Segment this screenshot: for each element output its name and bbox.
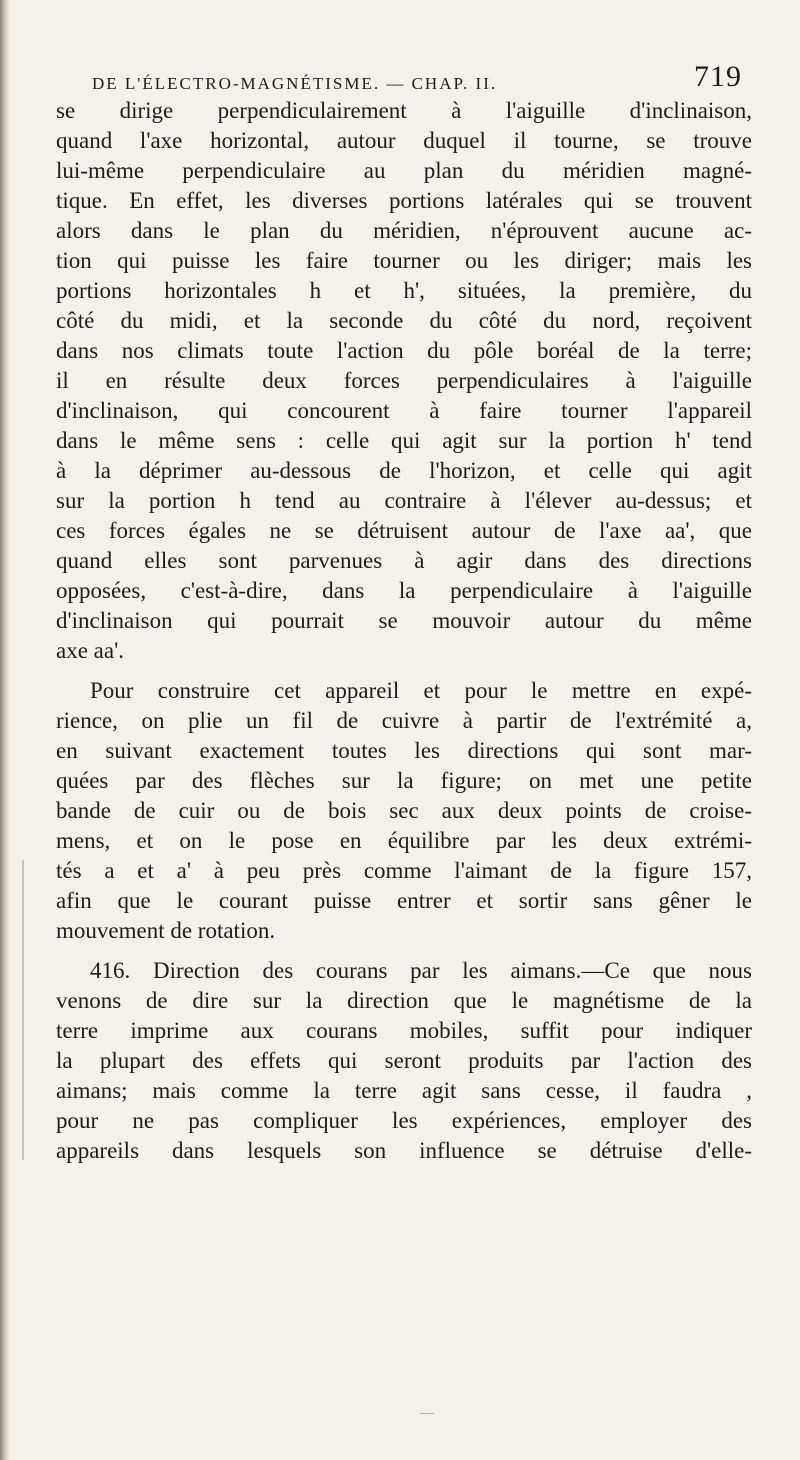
text-line: il en résulte deux forces perpendiculaires à l'aiguille: [56, 368, 752, 393]
text-line: afin que le courant puisse entrer et sortir sans gêner le: [56, 888, 752, 913]
paragraph-gap: [56, 946, 752, 956]
text-line: dans le même sens : celle qui agit sur la portion h' tend: [56, 428, 752, 453]
text-line: aimans; mais comme la terre agit sans cesse, il faudra ,: [56, 1078, 752, 1103]
text-line: appareils dans lesquels son influence se détruise d'elle-: [56, 1138, 752, 1163]
text-line: opposées, c'est-à-dire, dans la perpendiculaire à l'aiguille: [56, 578, 752, 603]
text-line: tion qui puisse les faire tourner ou les diriger; mais les: [56, 248, 752, 273]
section-heading-line: 416. Direction des courans par les aimans.—Ce que nous: [90, 958, 752, 983]
text-line: mens, et on le pose en équilibre par les deux extrémi-: [56, 828, 752, 853]
paragraph-gap: [56, 666, 752, 676]
text-line: quand elles sont parvenues à agir dans des directions: [56, 548, 752, 573]
text-line: tés a et a' à peu près comme l'aimant de la figure 157,: [56, 858, 752, 883]
text-line: se dirige perpendiculairement à l'aiguille d'inclinaison,: [56, 98, 752, 123]
text-line: portions horizontales h et h', situées, la première, du: [56, 278, 752, 303]
text-line: venons de dire sur la direction que le magnétisme de la: [56, 988, 752, 1013]
margin-rule-mark: [20, 860, 26, 1160]
text-line: à la déprimer au-dessous de l'horizon, et celle qui agit: [56, 458, 752, 483]
text-line: lui-même perpendiculaire au plan du méridien magné-: [56, 158, 752, 183]
text-line: mouvement de rotation.: [56, 918, 276, 943]
running-title: DE L'ÉLECTRO-MAGNÉTISME. — CHAP. II.: [92, 74, 498, 93]
text-line: sur la portion h tend au contraire à l'élever au-dessus; et: [56, 488, 752, 513]
text-line: quées par des flèches sur la figure; on met une petite: [56, 768, 752, 793]
text-line: ces forces égales ne se détruisent autour de l'axe aa', que: [56, 518, 752, 543]
text-line: rience, on plie un fil de cuivre à partir de l'extrémité a,: [56, 708, 752, 733]
text-line: Pour construire cet appareil et pour le mettre en expé-: [90, 678, 752, 703]
text-line: tique. En effet, les diverses portions latérales qui se trouvent: [56, 188, 752, 213]
text-line: pour ne pas compliquer les expériences, employer des: [56, 1108, 752, 1133]
text-line: d'inclinaison, qui concourent à faire tourner l'appareil: [56, 398, 752, 423]
text-line: axe aa'.: [56, 638, 124, 663]
text-line: terre imprime aux courans mobiles, suffit pour indiquer: [56, 1018, 752, 1043]
body-text: [56, 96, 752, 1166]
page-binding-shadow: [0, 0, 10, 1460]
bottom-rule-mark: [420, 1413, 434, 1414]
text-line: dans nos climats toute l'action du pôle boréal de la terre;: [56, 338, 752, 363]
text-line: en suivant exactement toutes les directions qui sont mar-: [56, 738, 752, 763]
running-header: [92, 60, 742, 100]
page-number: 719: [694, 60, 742, 93]
text-line: quand l'axe horizontal, autour duquel il tourne, se trouve: [56, 128, 752, 153]
text-line: bande de cuir ou de bois sec aux deux points de croise-: [56, 798, 752, 823]
text-line: d'inclinaison qui pourrait se mouvoir autour du même: [56, 608, 752, 633]
text-line: alors dans le plan du méridien, n'éprouvent aucune ac-: [56, 218, 752, 243]
text-line: la plupart des effets qui seront produits par l'action des: [56, 1048, 752, 1073]
text-line: côté du midi, et la seconde du côté du nord, reçoivent: [56, 308, 752, 333]
